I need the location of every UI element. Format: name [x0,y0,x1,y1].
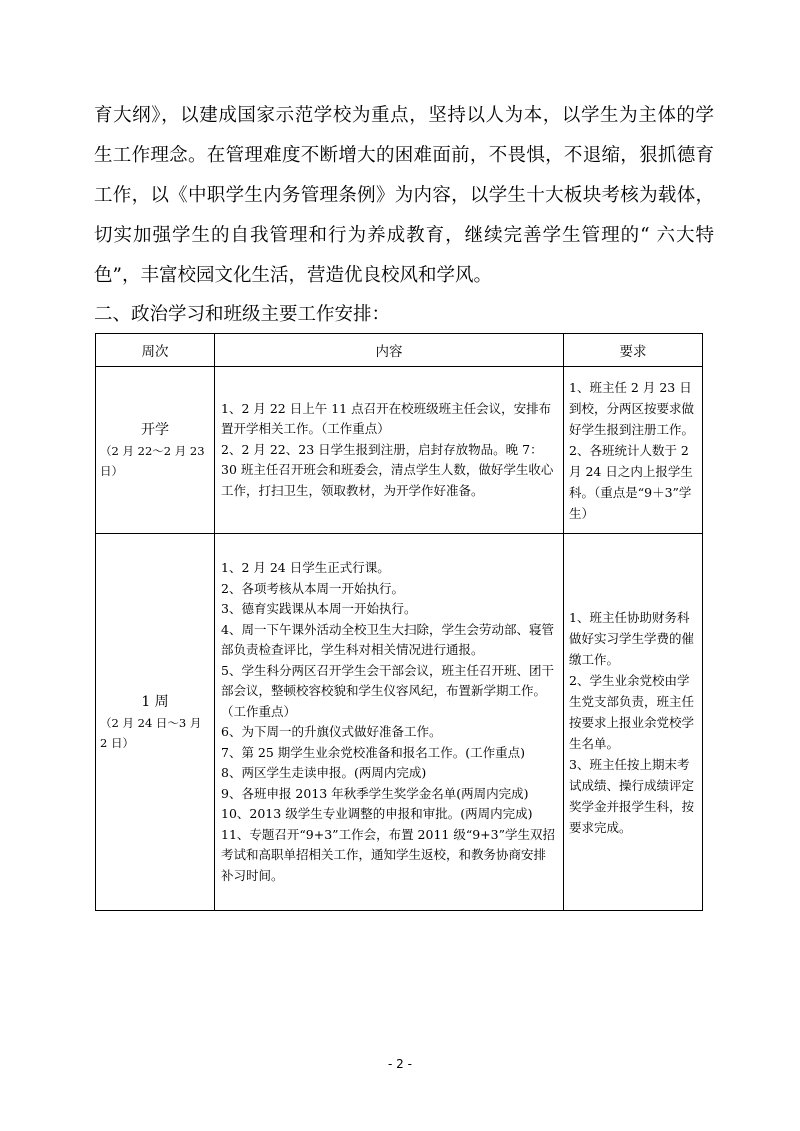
content-item: 1、2 月 24 日学生正式行课。 [221,560,390,575]
week-dates: （2 月 22～2 月 23 日） [100,444,205,478]
requirements-cell [564,367,703,534]
content-item: 2、各项考核从本周一开始执行。 [221,580,404,596]
page-number: - 2 - [388,1057,412,1071]
paragraph-line: 切实加强学生的自我管理和行为养成教育，继续完善学生管理的“ 六大特 [94,225,714,246]
content-item: 3、德育实践课从本周一开始执行。 [221,601,417,616]
content-item: 7、第 25 期学生业余党校准备和报名工作。(工作重点) [221,744,526,760]
content-item: 4、周一下午课外活动全校卫生大扫除，学生会劳动部、寝管部负责检查评比，学生科对相关情况进行通报。 [221,621,554,657]
content-item: 2、2 月 22、23 日学生报到注册，启封存放物品。晚 7：30 班主任召开班会和班委会，清点学生人数，做好学生收心工作，打扫卫生，领取教材，为开学作好准备。 [221,441,554,498]
week-name: 1 周 [141,694,169,710]
header-requirements: 要求 [564,334,703,367]
content-item: 10、2013 级学生专业调整的申报和审批。(两周内完成) [221,806,533,821]
section-heading: 二、政治学习和班级主要工作安排： [94,304,391,325]
header-week: 周次 [96,334,215,367]
requirement-item: 3、班主任按上期末考试成绩、操行成绩评定奖学金并报学生科，按要求完成。 [569,756,695,835]
schedule-table [95,333,703,911]
content-item: 8、两区学生走读申报。(两周内完成) [221,765,427,780]
week-cell [96,367,215,534]
content-item: 6、为下周一的升旗仪式做好准备工作。 [221,724,442,739]
week-name: 开学 [141,422,169,438]
content-item: 1、2 月 22 日上午 11 点召开在校班级班主任会议，安排布置开学相关工作。（工作重点） [221,400,552,437]
requirement-item: 2、学生业余党校由学生党支部负责，班主任按要求上报业余党校学生名单。 [569,672,695,751]
paragraph-line: 育大纲》，以建成国家示范学校为重点，坚持以人为本，以学生为主体的学 [94,105,714,126]
body-paragraph [94,96,714,296]
requirement-item: 1、班主任协助财务科做好实习学生学费的催缴工作。 [569,609,695,667]
content-cell [215,367,564,534]
content-cell [215,534,564,911]
paragraph-line: 工作，以《中职学生内务管理条例》为内容，以学生十大板块考核为载体， [94,185,714,206]
requirement-item: 2、各班统计人数于 2 月 24 日之内上报学生科。（重点是“9＋3”学生） [569,442,693,521]
requirement-item: 1、班主任 2 月 23 日到校，分两区按要求做好学生报到注册工作。 [569,379,695,437]
content-item: 5、学生科分两区召开学生会干部会议，班主任召开班、团干部会议，整顿校容校貌和学生仪容风纪，布置新学期工作。（工作重点） [221,662,554,719]
requirements-cell [564,534,703,911]
content-item: 9、各班申报 2013 年秋季学生奖学金名单(两周内完成) [221,785,529,801]
table-header-row [96,334,703,367]
table-row [96,367,703,534]
week-dates: （2 月 24 日～3 月 2 日） [100,716,202,750]
paragraph-line: 生工作理念。在管理难度不断增大的困难面前，不畏惧，不退缩，狠抓德育 [94,145,714,166]
table-row [96,534,703,911]
week-cell [96,534,215,911]
content-item: 11、专题召开“9+3”工作会，布置 2011 级“9+3”学生双招考试和高职单招相关工作，通知学生返校，和教务协商安排补习时间。 [221,826,555,883]
paragraph-line: 色”，丰富校园文化生活，营造优良校风和学风。 [94,265,492,286]
header-content: 内容 [215,334,564,367]
